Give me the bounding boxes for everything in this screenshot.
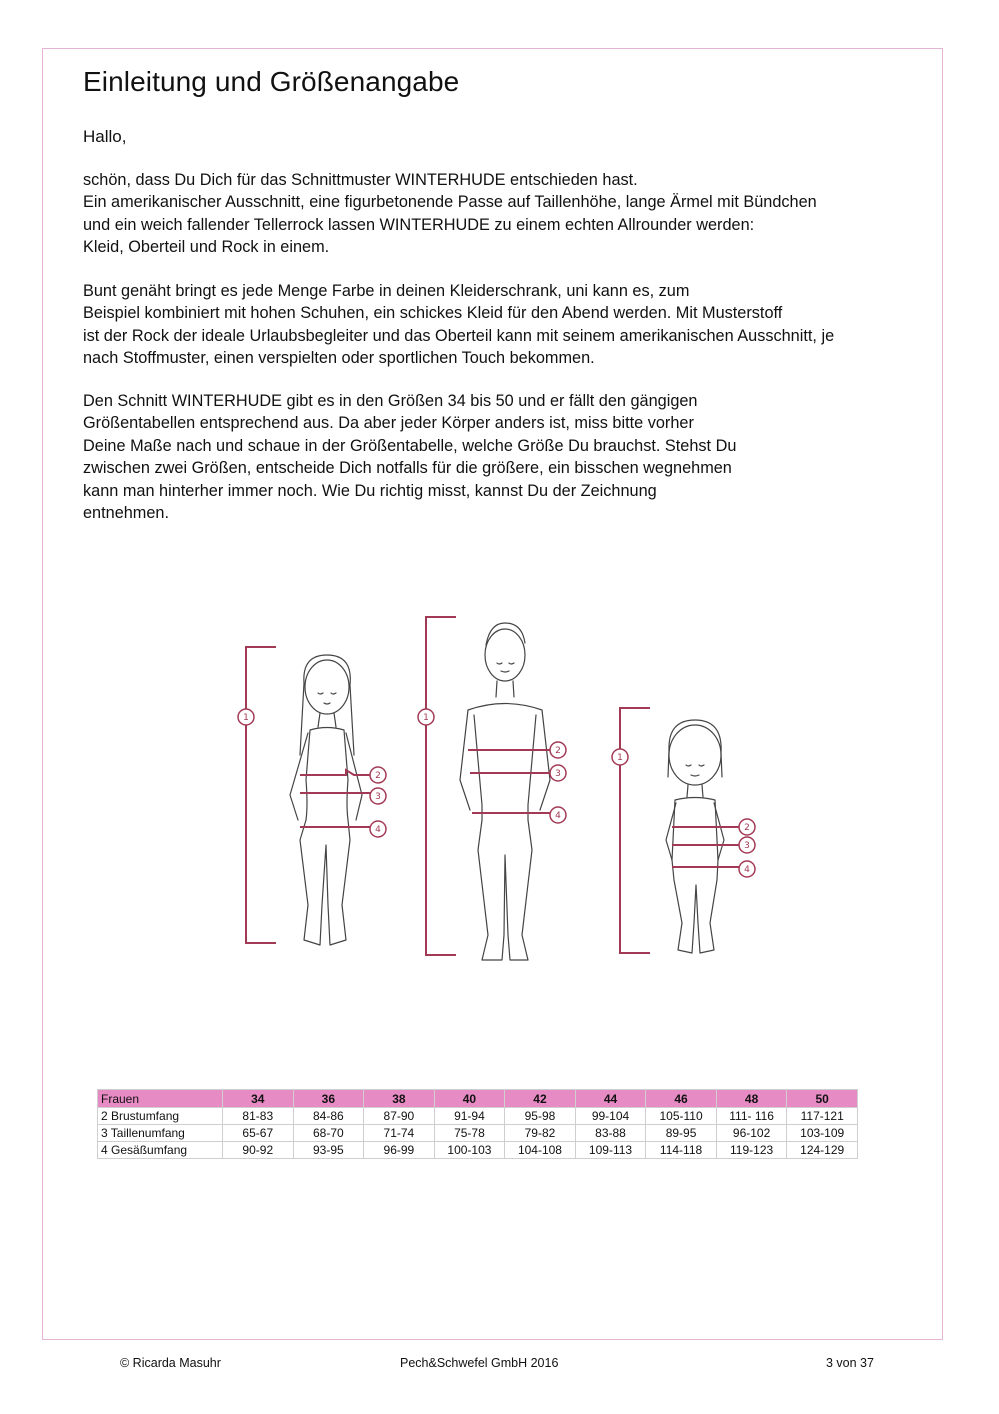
table-cell: 119-123 (716, 1142, 787, 1159)
woman-figure (290, 655, 362, 945)
table-cell: 75-78 (434, 1125, 505, 1142)
table-cell: 96-99 (364, 1142, 435, 1159)
table-cell: 90-92 (223, 1142, 294, 1159)
text-line: Ein amerikanischer Ausschnitt, eine figurbetonende Passe auf Taillenhöhe, lange Ärmel mit Bündchen (83, 193, 817, 212)
text-line: Bunt genäht bringt es jede Menge Farbe in deinen Kleiderschrank, uni kann es, zum (83, 282, 690, 300)
table-cell: 3 Taillenumfang (98, 1125, 223, 1142)
table-cell: 124-129 (787, 1142, 858, 1159)
page-title: Einleitung und Größenangabe (83, 66, 460, 97)
table-header-cell: 50 (787, 1090, 858, 1108)
table-cell: 109-113 (575, 1142, 646, 1159)
table-cell: 4 Gesäßumfang (98, 1142, 223, 1159)
table-cell: 87-90 (364, 1108, 435, 1125)
table-header-cell: 44 (575, 1090, 646, 1108)
footer-publisher: Pech&Schwefel GmbH 2016 (400, 1356, 559, 1370)
marker-label: 2 (744, 823, 750, 833)
text-line: schön, dass Du Dich für das Schnittmuster WINTERHUDE entschieden hast. (83, 171, 638, 189)
table-cell: 104-108 (505, 1142, 576, 1159)
table-header-row (98, 1090, 858, 1108)
table-header-cell: 46 (646, 1090, 717, 1108)
table-row (98, 1142, 858, 1159)
table-cell: 93-95 (293, 1142, 364, 1159)
marker-label: 1 (423, 713, 429, 723)
table-header-cell: 34 (223, 1090, 294, 1108)
marker-label: 3 (375, 792, 381, 802)
table-cell: 100-103 (434, 1142, 505, 1159)
marker-label: 4 (744, 865, 750, 875)
table-cell: 105-110 (646, 1108, 717, 1125)
text-line: Beispiel kombiniert mit hohen Schuhen, ein schickes Kleid für den Abend werden. Mit Musterstoff (83, 304, 783, 323)
text-line: nach Stoffmuster, einen verspielten oder sportlichen Touch bekommen. (83, 349, 595, 368)
text-line: entnehmen. (83, 504, 169, 523)
table-header-cell: 36 (293, 1090, 364, 1108)
text-line: Deine Maße nach und schaue in der Größentabelle, welche Größe Du brauchst. Stehst Du (83, 436, 737, 455)
text-line: Größentabellen entsprechend aus. Da aber jeder Körper anders ist, miss bitte vorher (83, 414, 694, 433)
measurement-illustration (220, 605, 780, 975)
marker-label: 1 (617, 753, 623, 763)
child-figure (666, 720, 724, 953)
table-cell: 79-82 (505, 1125, 576, 1142)
text-line: und ein weich fallender Tellerrock lassen WINTERHUDE zu einem echten Allrounder werden: (83, 215, 755, 234)
table-cell: 68-70 (293, 1125, 364, 1142)
text-line: Den Schnitt WINTERHUDE gibt es in den Größen 34 bis 50 und er fällt den gängigen (83, 392, 698, 410)
table-cell: 2 Brustumfang (98, 1108, 223, 1125)
table-cell: 103-109 (787, 1125, 858, 1142)
greeting: Hallo, (83, 127, 127, 146)
table-cell: 117-121 (787, 1108, 858, 1125)
marker-label: 3 (744, 841, 750, 851)
text-line: kann man hinterher immer noch. Wie Du richtig misst, kannst Du der Zeichnung (83, 481, 657, 500)
marker-label: 4 (555, 811, 561, 821)
marker-label: 1 (243, 713, 249, 723)
footer-copyright: © Ricarda Masuhr (120, 1356, 221, 1370)
table-header-cell: 40 (434, 1090, 505, 1108)
marker-label: 3 (555, 769, 561, 779)
size-table (97, 1089, 858, 1159)
table-row (98, 1125, 858, 1142)
table-cell: 99-104 (575, 1108, 646, 1125)
table-header-cell: Frauen (98, 1090, 223, 1108)
table-cell: 114-118 (646, 1142, 717, 1159)
text-line: Kleid, Oberteil und Rock in einem. (83, 238, 330, 257)
table-header-cell: 38 (364, 1090, 435, 1108)
text-line: zwischen zwei Größen, entscheide Dich notfalls für die größere, ein bisschen wegnehmen (83, 459, 732, 478)
marker-label: 4 (375, 825, 381, 835)
table-cell: 83-88 (575, 1125, 646, 1142)
table-cell: 95-98 (505, 1108, 576, 1125)
marker-label: 2 (555, 746, 561, 756)
table-cell: 81-83 (223, 1108, 294, 1125)
table-header-cell: 42 (505, 1090, 576, 1108)
table-row (98, 1108, 858, 1125)
table-cell: 71-74 (364, 1125, 435, 1142)
table-cell: 84-86 (293, 1108, 364, 1125)
text-line: ist der Rock der ideale Urlaubsbegleiter und das Oberteil kann mit seinem amerikanischen Ausschnitt, je (83, 326, 835, 345)
intro-paragraph (83, 169, 817, 259)
table-cell: 111- 116 (716, 1108, 787, 1125)
table-header-cell: 48 (716, 1090, 787, 1108)
table-cell: 65-67 (223, 1125, 294, 1142)
man-figure (460, 623, 550, 960)
table-cell: 91-94 (434, 1108, 505, 1125)
table-cell: 89-95 (646, 1125, 717, 1142)
style-paragraph (83, 280, 834, 370)
marker-label: 2 (375, 771, 381, 781)
size-paragraph (83, 390, 736, 524)
table-cell: 96-102 (716, 1125, 787, 1142)
footer-page-number: 3 von 37 (826, 1356, 874, 1370)
